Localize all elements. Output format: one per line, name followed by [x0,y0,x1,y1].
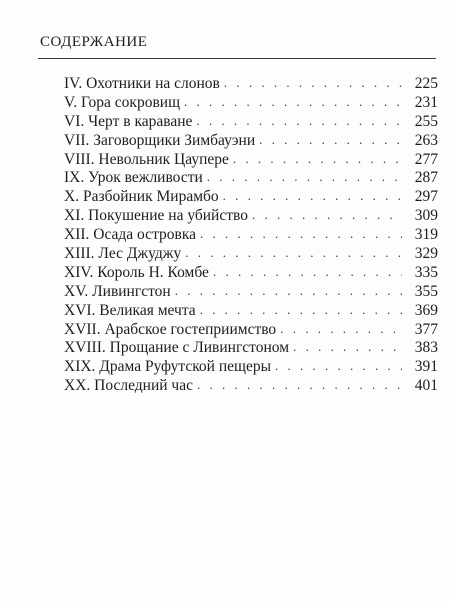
toc-entry [64,75,438,94]
toc-entry-page: 377 [414,320,438,338]
toc-entry-title: IX. Урок вежливости [64,169,203,187]
toc-entry [64,245,438,264]
toc-entry-page: 383 [414,339,438,357]
toc-leader-dots [223,188,402,204]
toc-leader-dots [200,302,402,318]
toc-entry-title: VII. Заговорщики Зимбауэни [64,131,256,149]
toc-entry [64,169,438,188]
toc-entry [64,377,438,396]
toc-entry-page: 319 [414,226,438,244]
toc-entry [64,226,438,245]
toc-entry-title: XIII. Лес Джуджу [64,245,182,263]
toc-leader-dots [213,264,402,280]
toc-entry [64,188,438,207]
toc-entry-title: XX. Последний час [64,377,193,395]
toc-entry [64,132,438,151]
toc-entry-page: 297 [414,188,438,206]
toc-leader-dots [200,226,402,242]
toc-entry-page: 401 [414,377,438,395]
toc-entry-page: 335 [414,263,438,281]
toc-entry [64,94,438,113]
toc-entry-title: XI. Покушение на убийство [64,207,248,225]
table-of-contents [64,75,438,396]
toc-entry-title: V. Гора сокровищ [64,93,181,111]
toc-entry-page: 287 [414,169,438,187]
toc-leader-dots [224,75,402,91]
toc-entry-page: 369 [414,301,438,319]
toc-entry-title: VI. Черт в караване [64,112,193,130]
toc-entry [64,321,438,340]
toc-entry-page: 231 [414,93,438,111]
toc-entry [64,283,438,302]
toc-entry-page: 263 [414,131,438,149]
toc-leader-dots [185,245,402,261]
toc-leader-dots [196,113,402,129]
toc-leader-dots [197,377,402,393]
toc-entry [64,113,438,132]
toc-leader-dots [184,94,402,110]
toc-entry-page: 255 [414,112,438,130]
toc-leader-dots [175,283,402,299]
toc-entry-title: XIV. Король Н. Комбе [64,263,209,281]
toc-entry-title: X. Разбойник Мирамбо [64,188,219,206]
toc-entry-page: 391 [414,358,438,376]
toc-leader-dots [293,339,402,355]
toc-entry [64,264,438,283]
toc-entry-title: IV. Охотники на слонов [64,75,220,92]
toc-entry [64,302,438,321]
header-rule [38,58,436,59]
toc-entry-title: XVIII. Прощание с Ливингстоном [64,339,290,357]
toc-entry-title: XVII. Арабское гостеприимство [64,320,277,338]
toc-leader-dots [259,132,402,148]
toc-leader-dots [233,151,402,167]
toc-entry-page: 277 [414,150,438,168]
toc-entry-title: XVI. Великая мечта [64,301,196,319]
toc-entry [64,339,438,358]
toc-entry [64,151,438,170]
toc-entry-title: XIX. Драма Руфутской пещеры [64,358,272,376]
toc-entry-page: 225 [414,75,438,92]
toc-entry [64,358,438,377]
toc-leader-dots [280,321,402,337]
toc-entry-title: VIII. Невольник Цаупере [64,150,229,168]
toc-entry [64,207,438,226]
toc-entry-page: 329 [414,245,438,263]
toc-entry-title: XV. Ливингстон [64,282,171,300]
toc-entry-title: XII. Осада островка [64,226,197,244]
toc-leader-dots [252,207,402,223]
toc-leader-dots [207,169,402,185]
toc-leader-dots [275,358,402,374]
toc-entry-page: 355 [414,282,438,300]
page-header: СОДЕРЖАНИЕ [40,34,148,50]
toc-entry-page: 309 [414,207,438,225]
